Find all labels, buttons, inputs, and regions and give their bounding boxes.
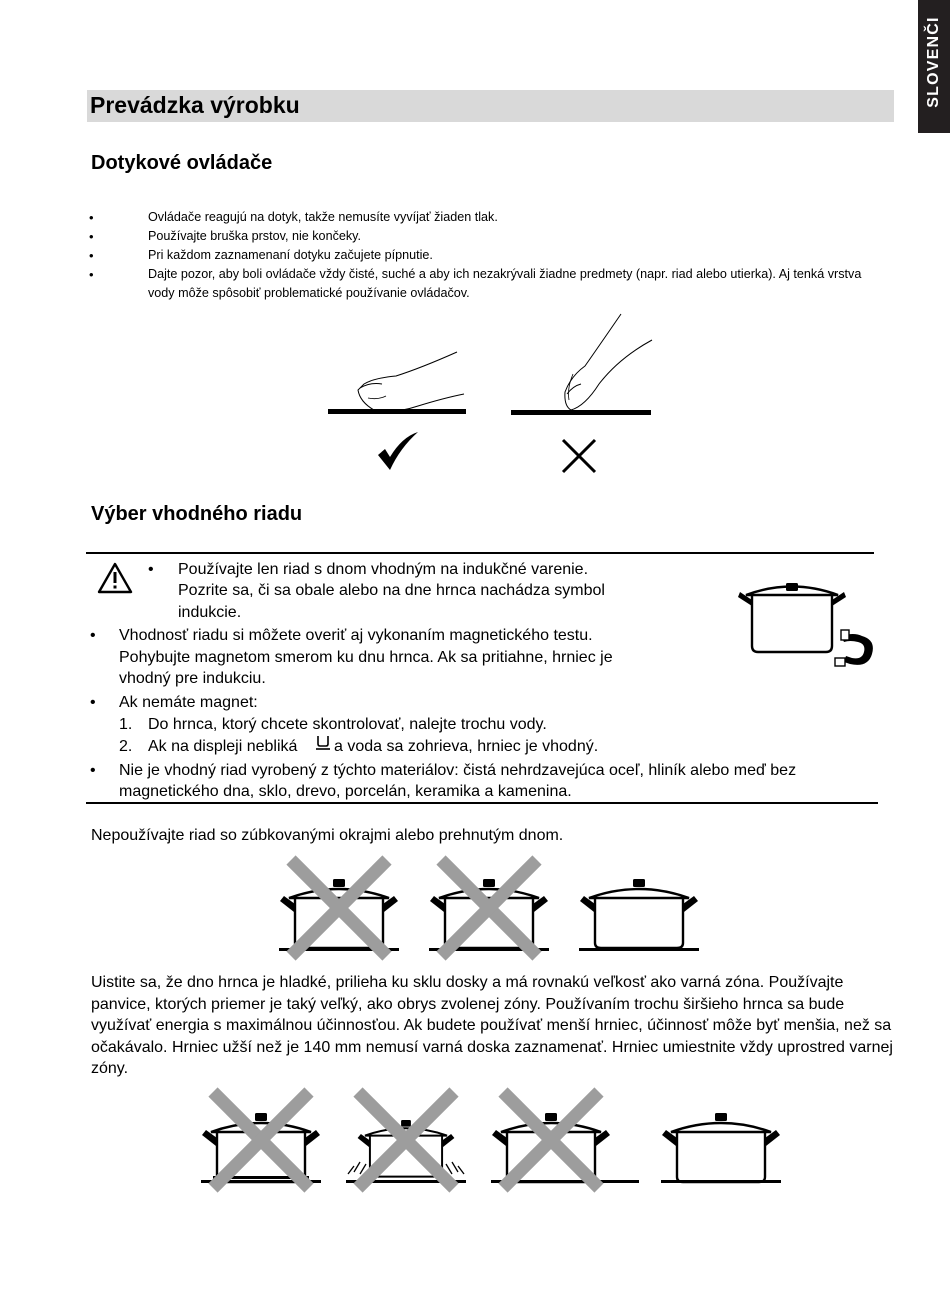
step-text: Do hrnca, ktorý chcete skontrolovať, nalejte trochu vody. bbox=[148, 716, 547, 733]
pot-wrong-icon bbox=[428, 862, 550, 958]
edges-note: Nepoužívajte riad so zúbkovanými okrajmi alebo prehnutým dnom. bbox=[91, 827, 564, 844]
list-item: • Používajte bruška prstov, nie končeky. bbox=[88, 227, 888, 246]
pot-correct-icon bbox=[660, 1092, 782, 1192]
magnet-line: Pohybujte magnetom smerom ku dnu hrnca. Ak sa pritiahne, hrniec je bbox=[119, 649, 613, 666]
pot-correct-icon bbox=[578, 862, 700, 958]
language-tab-label: SLOVENČI bbox=[925, 16, 942, 108]
page-title-bar bbox=[87, 90, 894, 122]
pot-wrong-icon bbox=[278, 862, 400, 958]
no-magnet-label: Ak nemáte magnet: bbox=[119, 694, 258, 711]
fingertip-pad-correct-check-icon bbox=[326, 340, 468, 480]
unsuitable-line: Nie je vhodný riad vyrobený z týchto materiálov: čistá nehrdzavejúca oceľ, hliník alebo meď bez bbox=[119, 762, 797, 779]
pan-symbol-icon bbox=[315, 735, 331, 752]
touch-controls-heading: Dotykové ovládače bbox=[91, 152, 273, 174]
touch-controls-list bbox=[88, 208, 888, 303]
list-item: • Dajte pozor, aby boli ovládače vždy čisté, suché a aby ich nezakrývali žiadne predmety (napr. riad alebo utierka). Aj tenká vrstva vody môže spôsobiť problematické používanie ovládačov. bbox=[88, 265, 888, 303]
pot-and-magnet-icon bbox=[738, 580, 880, 672]
bullet-glyph: • bbox=[90, 627, 96, 644]
list-item: • Ovládače reagujú na dotyk, takže nemusíte vyvíjať žiaden tlak. bbox=[88, 208, 888, 227]
step-text-before: Ak na displeji nebliká bbox=[148, 738, 298, 755]
warning-triangle-icon bbox=[97, 561, 133, 595]
list-item: • Pri každom zaznamenaní dotyku začujete pípnutie. bbox=[88, 246, 888, 265]
cookware-heading: Výber vhodného riadu bbox=[91, 503, 303, 525]
box-bottom-rule bbox=[86, 802, 878, 804]
magnet-line: vhodný pre indukciu. bbox=[119, 670, 266, 687]
step-text-after: a voda sa zohrieva, hrniec je vhodný. bbox=[334, 738, 599, 755]
warning-line: Pozrite sa, či sa obale alebo na dne hrnca nachádza symbol bbox=[178, 582, 605, 599]
bottom-paragraph: Uistite sa, že dno hrnca je hladké, prilieha ku sklu dosky a má rovnakú veľkosť ako varná zóna. Používajte panvice, ktorých priemer je taký veľký, ako obrys zvolenej zóny. Používaním trochu širšieho hrnca sa bude využívať energia s maximálnou účinnosťou. Ak budete používať menší hrniec, účinnosť môže byť menšia, než sa očakávalo. Hrniec užší než je 140 mm nemusí varná doska zaznamenať. Hrniec umiestnite vždy uprostred varnej zóny. bbox=[91, 974, 893, 1077]
step-number: 2. bbox=[119, 738, 133, 755]
page-title: Prevádzka výrobku bbox=[90, 92, 300, 118]
unsuitable-line: magnetického dna, sklo, drevo, porcelán, keramika a kamenina. bbox=[119, 783, 572, 800]
pot-wrong-icon bbox=[200, 1092, 322, 1192]
fingertip-tip-wrong-cross-icon bbox=[509, 310, 653, 480]
bullet-glyph: • bbox=[90, 694, 96, 711]
bullet-glyph: • bbox=[90, 762, 96, 779]
magnet-line: Vhodnosť riadu si môžete overiť aj vykonaním magnetického testu. bbox=[119, 627, 593, 644]
step-number: 1. bbox=[119, 716, 133, 733]
language-tab bbox=[918, 0, 950, 133]
pot-wrong-icon bbox=[490, 1092, 640, 1192]
box-top-rule bbox=[86, 552, 874, 554]
bullet-glyph: • bbox=[148, 561, 154, 578]
warning-line: Používajte len riad s dnom vhodným na indukčné varenie. bbox=[178, 561, 589, 578]
warning-line: indukcie. bbox=[178, 604, 242, 621]
pot-wrong-icon bbox=[345, 1092, 467, 1192]
